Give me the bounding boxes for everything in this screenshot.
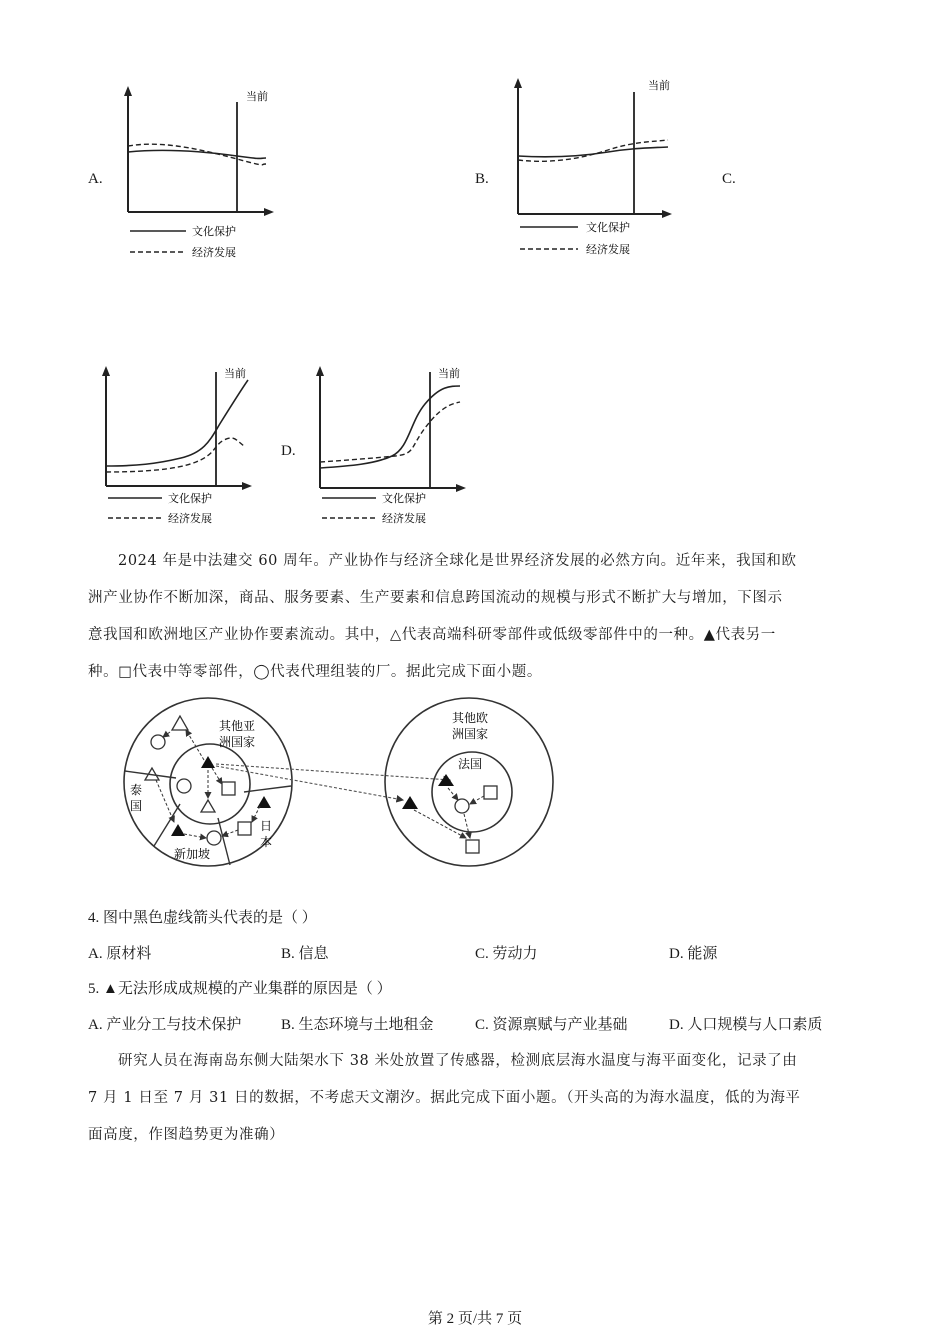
passage-2-line-2: 7 月 1 日至 7 月 31 日的数据，不考虑天文潮汐。据此完成下面小题。（开头高的为海水温度，低的为海平	[88, 1090, 801, 1106]
legend-solid: 文化保护	[168, 492, 212, 505]
option-c-label: C.	[722, 171, 736, 187]
q4-option-a[interactable]: A. 原材料	[88, 946, 152, 962]
current-label: 当前	[438, 367, 460, 380]
asia-label-line2: 洲国家	[219, 735, 256, 749]
hollow-circle-icon	[151, 735, 165, 749]
hollow-square-icon	[466, 840, 479, 853]
hollow-circle-icon	[177, 779, 191, 793]
q4-option-b[interactable]: B. 信息	[281, 946, 329, 962]
passage-2-line-1: 研究人员在海南岛东侧大陆架水下 38 米处放置了传感器，检测底层海水温度与海平面变化，记录了由	[118, 1053, 798, 1069]
hollow-square-icon	[484, 786, 497, 799]
passage-1-line-3: 意我国和欧洲地区产业协作要素流动。其中，△代表高端科研零部件或低级零部件中的一种。▲代表另一	[88, 627, 776, 643]
passage-1-line-4: 种。□代表中等零部件，◯代表代理组装的厂。据此完成下面小题。	[88, 664, 542, 680]
europe-label-line1: 其他欧	[452, 711, 489, 725]
current-label: 当前	[648, 79, 670, 92]
hollow-circle-icon	[455, 799, 469, 813]
thailand-label-1: 泰	[130, 783, 143, 797]
chart-a	[118, 82, 288, 266]
europe-label-line2: 洲国家	[452, 727, 489, 741]
chart-d	[310, 360, 480, 534]
question-5-stem: 5. ▲无法形成成规模的产业集群的原因是（ ）	[88, 981, 392, 997]
japan-label-1: 日	[260, 819, 273, 833]
legend-dashed: 经济发展	[382, 512, 426, 525]
current-label: 当前	[224, 367, 246, 380]
legend-dashed: 经济发展	[168, 512, 212, 525]
page-footer: 第 2 页/共 7 页	[427, 1311, 523, 1327]
legend-dashed: 经济发展	[586, 243, 630, 256]
solid-triangle-icon	[171, 824, 185, 836]
chart-b	[508, 72, 683, 266]
hollow-square-icon	[238, 822, 251, 835]
option-d-label: D.	[281, 443, 296, 459]
legend-solid: 文化保护	[192, 225, 236, 238]
q5-option-c[interactable]: C. 资源禀赋与产业基础	[475, 1017, 628, 1033]
passage-2-line-3: 面高度，作图趋势更为准确）	[88, 1127, 285, 1143]
legend-solid: 文化保护	[586, 221, 630, 234]
passage-1	[88, 543, 863, 691]
y-axis-arrow	[124, 86, 132, 96]
dashed-series	[128, 144, 266, 165]
solid-series	[128, 150, 266, 158]
current-label: 当前	[246, 90, 268, 103]
france-label: 法国	[458, 757, 483, 771]
hollow-triangle-icon	[201, 800, 215, 812]
thailand-label-2: 国	[130, 799, 143, 813]
option-a-label: A.	[88, 171, 103, 187]
solid-triangle-icon	[438, 774, 454, 786]
passage-1-line-1: 2024 年是中法建交 60 周年。产业协作与经济全球化是世界经济发展的必然方向。近年来，我国和欧	[118, 553, 797, 569]
hollow-square-icon	[222, 782, 235, 795]
passage-1-line-2: 洲产业协作不断加深，商品、服务要素、生产要素和信息跨国流动的规模与形式不断扩大与增加，下图示	[88, 590, 783, 606]
hollow-circle-icon	[207, 831, 221, 845]
legend-solid: 文化保护	[382, 492, 426, 505]
q5-option-d[interactable]: D. 人口规模与人口素质	[669, 1017, 823, 1033]
singapore-label: 新加坡	[174, 847, 211, 861]
solid-triangle-icon	[402, 796, 418, 809]
q5-option-b[interactable]: B. 生态环境与土地租金	[281, 1017, 434, 1033]
x-axis-arrow	[264, 208, 274, 216]
chart-c	[96, 360, 266, 534]
q5-option-a[interactable]: A. 产业分工与技术保护	[88, 1017, 242, 1033]
q4-option-d[interactable]: D. 能源	[669, 946, 718, 962]
question-4-stem: 4. 图中黑色虚线箭头代表的是（ ）	[88, 910, 317, 926]
legend-dashed: 经济发展	[192, 246, 236, 259]
solid-triangle-icon	[257, 796, 271, 808]
passage-2	[88, 1043, 863, 1154]
industry-flow-diagram	[118, 696, 558, 876]
option-b-label: B.	[475, 171, 489, 187]
q4-option-c[interactable]: C. 劳动力	[475, 946, 538, 962]
hollow-triangle-icon	[172, 716, 188, 730]
asia-label-line1: 其他亚	[219, 719, 256, 733]
japan-label-2: 本	[260, 835, 273, 849]
